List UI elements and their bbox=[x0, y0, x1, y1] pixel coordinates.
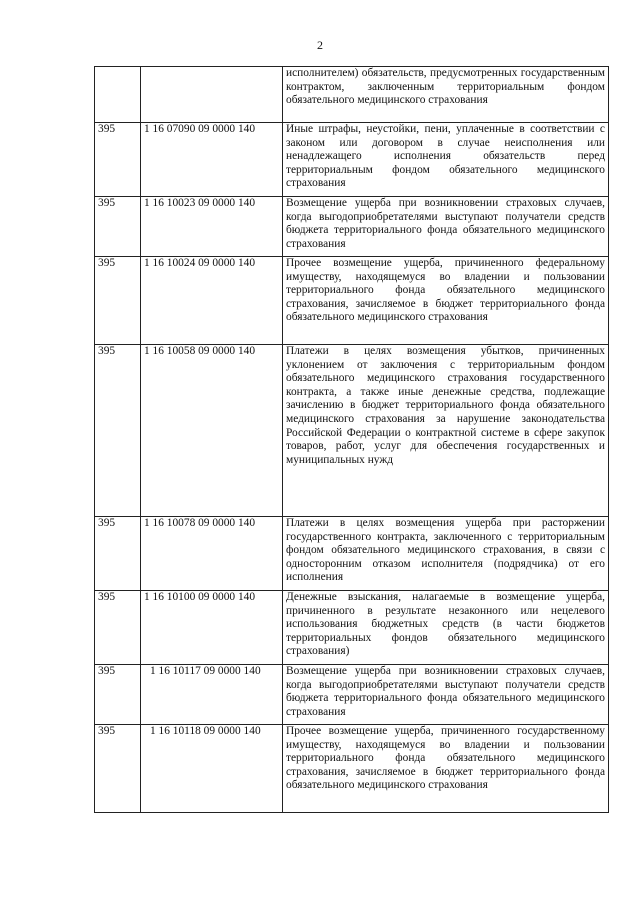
admin-code-cell bbox=[95, 67, 141, 123]
admin-code-cell: 395 bbox=[95, 123, 141, 197]
kbk-code-cell: 1 16 10118 09 0000 140 bbox=[141, 725, 283, 813]
description-cell: Иные штрафы, неустойки, пени, уплаченные в соответствии с законом или договором в случае неисполнения или ненадлежащего исполнения обязательств перед территориальным фондом обязательного медицинского страхования bbox=[283, 123, 609, 197]
kbk-code-cell: 1 16 10078 09 0000 140 bbox=[141, 517, 283, 591]
table-row bbox=[95, 123, 609, 197]
admin-code-cell: 395 bbox=[95, 725, 141, 813]
kbk-code-cell: 1 16 10100 09 0000 140 bbox=[141, 591, 283, 665]
kbk-code-cell: 1 16 10117 09 0000 140 bbox=[141, 665, 283, 725]
description-cell: Возмещение ущерба при возникновении страховых случаев, когда выгодоприобретателями выступают получатели средств бюджета территориального фонда обязательного медицинского страхования bbox=[283, 197, 609, 257]
description-cell: Прочее возмещение ущерба, причиненного государственному имуществу, находящемуся во владении и пользовании территориального фонда обязательного медицинского страхования, зачисляемое в бюджет территориального фонда обязательного медицинского страхования bbox=[283, 725, 609, 813]
page-number: 2 bbox=[317, 38, 323, 52]
admin-code-cell: 395 bbox=[95, 345, 141, 517]
table-row bbox=[95, 257, 609, 345]
admin-code-cell: 395 bbox=[95, 197, 141, 257]
description-cell: Денежные взыскания, налагаемые в возмещение ущерба, причиненного в результате незаконного или нецелевого использования бюджетных средств (в части бюджетов территориальных фондов обязательного медицинского страхования) bbox=[283, 591, 609, 665]
description-cell: Прочее возмещение ущерба, причиненного федеральному имуществу, находящемуся во владении и пользовании территориального фонда обязательного медицинского страхования, зачисляемое в бюджет территориального фонда обязательного медицинского страхования bbox=[283, 257, 609, 345]
admin-code-cell: 395 bbox=[95, 665, 141, 725]
description-cell: исполнителем) обязательств, предусмотренных государственным контрактом, заключенным территориальным фондом обязательного медицинского страхования bbox=[283, 67, 609, 123]
description-cell: Платежи в целях возмещения убытков, причиненных уклонением от заключения с территориальным фондом обязательного медицинского страхования государственного контракта, а также иные денежные средства, подлежащие зачислению в бюджет территориального фонда обязательного медицинского страхования за нарушение законодательства Российской Федерации о контрактной системе в сфере закупок товаров, работ, услуг для обеспечения государственных и муниципальных нужд bbox=[283, 345, 609, 517]
table-row bbox=[95, 517, 609, 591]
table-row bbox=[95, 591, 609, 665]
kbk-code-cell: 1 16 10024 09 0000 140 bbox=[141, 257, 283, 345]
admin-code-cell: 395 bbox=[95, 257, 141, 345]
budget-codes-table bbox=[94, 66, 609, 813]
description-cell: Платежи в целях возмещения ущерба при расторжении государственного контракта, заключенного с территориальным фондом обязательного медицинского страхования, в связи с односторонним отказом исполнителя (подрядчика) от его исполнения bbox=[283, 517, 609, 591]
admin-code-cell: 395 bbox=[95, 591, 141, 665]
kbk-code-cell: 1 16 10058 09 0000 140 bbox=[141, 345, 283, 517]
admin-code-cell: 395 bbox=[95, 517, 141, 591]
kbk-code-cell: 1 16 10023 09 0000 140 bbox=[141, 197, 283, 257]
table-row bbox=[95, 67, 609, 123]
table-row bbox=[95, 725, 609, 813]
table-row bbox=[95, 345, 609, 517]
description-cell: Возмещение ущерба при возникновении страховых случаев, когда выгодоприобретателями выступают получатели средств бюджета территориального фонда обязательного медицинского страхования bbox=[283, 665, 609, 725]
kbk-code-cell: 1 16 07090 09 0000 140 bbox=[141, 123, 283, 197]
table-row bbox=[95, 197, 609, 257]
table-row bbox=[95, 665, 609, 725]
kbk-code-cell bbox=[141, 67, 283, 123]
